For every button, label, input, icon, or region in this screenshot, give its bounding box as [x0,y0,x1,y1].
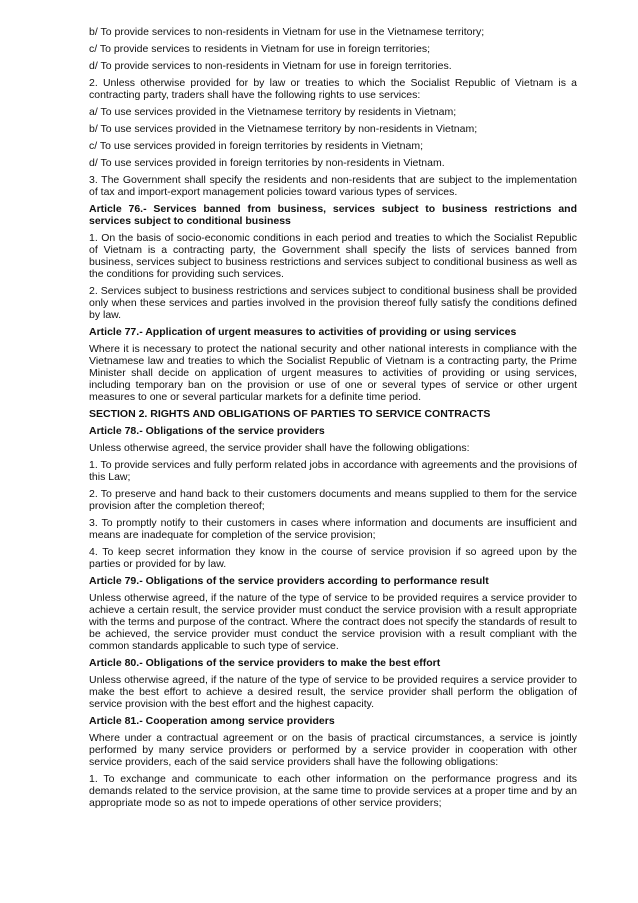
article-78-clause-3: 3. To promptly notify to their customers in cases where information and documents are insufficient and means are inadequate for completion of the service provision; [89,517,577,541]
paragraph-3-government-specify: 3. The Government shall specify the residents and non-residents that are subject to the implementation of tax and import-export management policies toward various types of services. [89,174,577,198]
article-78-clause-1: 1. To provide services and fully perform related jobs in accordance with agreements and the provisions of this Law; [89,459,577,483]
article-78-intro: Unless otherwise agreed, the service provider shall have the following obligations: [89,442,470,454]
section-2-heading: SECTION 2. RIGHTS AND OBLIGATIONS OF PARTIES TO SERVICE CONTRACTS [89,408,491,420]
article-78-clause-4: 4. To keep secret information they know in the course of service provision if so agreed upon by the parties or provided for by law. [89,546,577,570]
paragraph-c-use-residents-foreign: c/ To use services provided in foreign territories by residents in Vietnam; [89,140,424,152]
paragraph-2-rights-to-use: 2. Unless otherwise provided for by law or treaties to which the Socialist Republic of Vietnam is a contracting party, traders shall have the following rights to use services: [89,77,577,101]
article-77-heading: Article 77.- Application of urgent measures to activities of providing or using services [89,326,517,338]
article-76-clause-1: 1. On the basis of socio-economic conditions in each period and treaties to which the Socialist Republic of Vietnam is a contracting party, the Government shall specify the lists of services banned from business, services subject to business restrictions and services subject to conditional business as well as the conditions for providing such services. [89,232,577,280]
article-79-body: Unless otherwise agreed, if the nature of the type of service to be provided requires a service provider to achieve a certain result, the service provider must conduct the service provision with a result appropriate with the terms and purpose of the contract. Where the contract does not specify the standards of result to be achieved, the service provider must conduct the service provision with a result compliant with the common standards applicable to such type of service. [89,592,577,652]
article-78-heading: Article 78.- Obligations of the service providers [89,425,325,437]
article-81-heading: Article 81.- Cooperation among service providers [89,715,335,727]
article-76-heading: Article 76.- Services banned from business, services subject to business restrictions and services subject to conditional business [89,203,577,227]
paragraph-d-use-nonresidents-foreign: d/ To use services provided in foreign territories by non-residents in Vietnam. [89,157,445,169]
article-81-intro: Where under a contractual agreement or on the basis of practical circumstances, a service is jointly performed by many service providers or performed by a service provider in cooperation with other service providers, each of the said service providers shall have the following obligations: [89,732,577,768]
document-page [89,26,577,814]
article-78-clause-2: 2. To preserve and hand back to their customers documents and means supplied to them for the service provision after the completion thereof; [89,488,577,512]
article-81-clause-1: 1. To exchange and communicate to each other information on the performance progress and its demands related to the service provision, at the same time to provide services at a proper time and by an appropriate mode so as not to impede operations of other service providers; [89,773,577,809]
paragraph-d-provide-nonresidents-foreign: d/ To provide services to non-residents in Vietnam for use in foreign territories. [89,60,452,72]
paragraph-c-provide-residents-foreign: c/ To provide services to residents in Vietnam for use in foreign territories; [89,43,431,55]
paragraph-b-provide-nonresidents-vn: b/ To provide services to non-residents in Vietnam for use in the Vietnamese territory; [89,26,485,38]
paragraph-b-use-nonresidents-vn: b/ To use services provided in the Vietnamese territory by non-residents in Vietnam; [89,123,478,135]
article-79-heading: Article 79.- Obligations of the service providers according to performance result [89,575,489,587]
article-80-body: Unless otherwise agreed, if the nature of the type of service to be provided requires a service provider to make the best effort to achieve a desired result, the service provider shall perform the obligation of service provision with the best effort and the highest capacity. [89,674,577,710]
paragraph-a-use-residents-vn: a/ To use services provided in the Vietnamese territory by residents in Vietnam; [89,106,457,118]
article-76-clause-2: 2. Services subject to business restrictions and services subject to conditional business shall be provided only when these services and parties involved in the provision thereof fully satisfy the conditions defined by law. [89,285,577,321]
article-77-body: Where it is necessary to protect the national security and other national interests in compliance with the Vietnamese law and treaties to which the Socialist Republic of Vietnam is a contracting party, the Prime Minister shall decide on application of urgent measures to activities of providing or using services, including temporary ban on the provision or use of one or several types of service or other urgent measures to one or several particular markets for a definite time period. [89,343,577,403]
article-80-heading: Article 80.- Obligations of the service providers to make the best effort [89,657,441,669]
